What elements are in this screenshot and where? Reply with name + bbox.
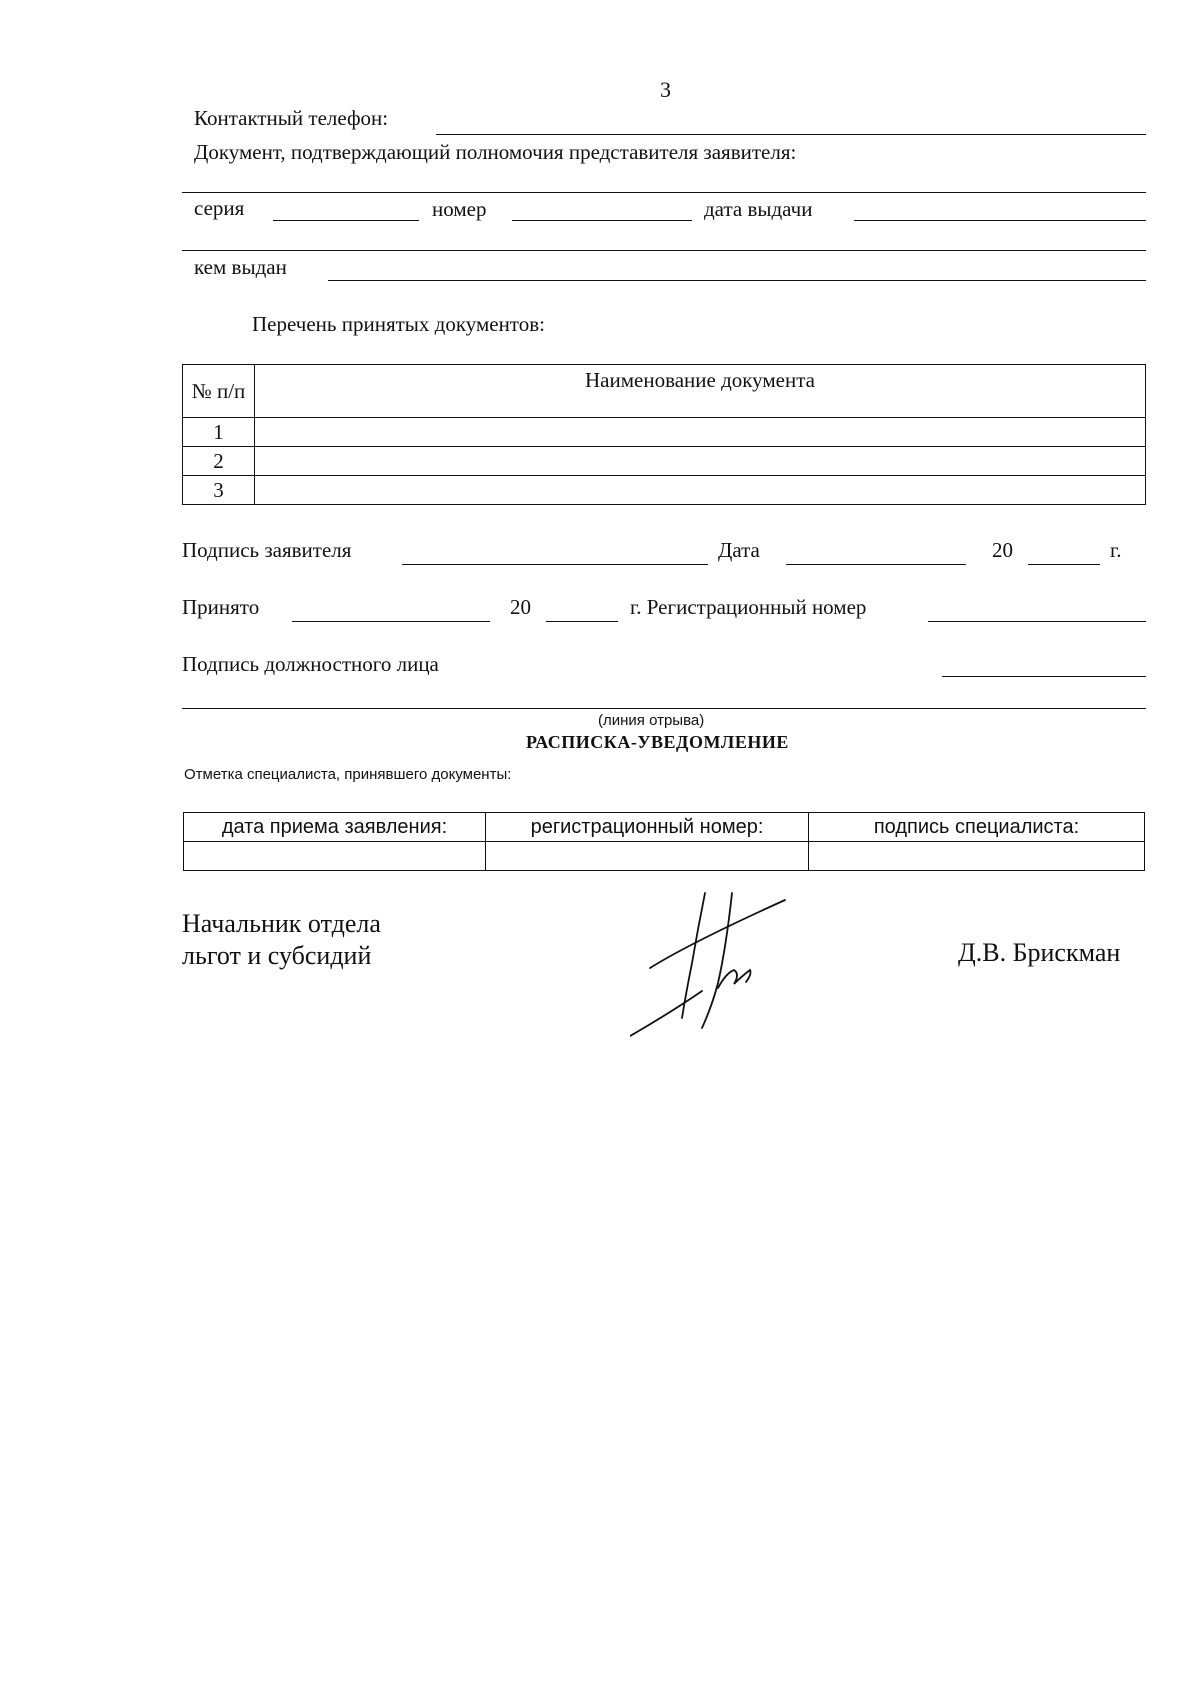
official-signature-field[interactable]	[942, 676, 1146, 677]
contact-phone-label: Контактный телефон:	[194, 106, 389, 130]
row-name[interactable]	[255, 447, 1146, 476]
receipt-header-date: дата приема заявления:	[184, 813, 486, 842]
issued-by-label: кем выдан	[194, 255, 287, 279]
issued-by-field[interactable]	[328, 280, 1146, 281]
row-name[interactable]	[255, 476, 1146, 505]
accepted-docs-table	[182, 364, 1146, 505]
tear-line-label: (линия отрыва)	[598, 712, 705, 729]
receipt-value-row	[184, 842, 1145, 871]
applicant-date-label: Дата	[718, 538, 760, 562]
divider-line	[182, 250, 1146, 251]
applicant-signature-field[interactable]	[402, 564, 708, 565]
accepted-year-prefix: 20	[510, 595, 531, 619]
series-label: серия	[194, 196, 245, 220]
receipt-header-regnum: регистрационный номер:	[486, 813, 809, 842]
applicant-signature-label: Подпись заявителя	[182, 538, 352, 562]
tear-line	[182, 708, 1146, 709]
handwritten-signature	[630, 888, 790, 1038]
row-num: 3	[183, 476, 255, 505]
col-num-header: № п/п	[183, 365, 255, 418]
receipt-header-row	[184, 813, 1145, 842]
applicant-year-prefix: 20	[992, 538, 1013, 562]
series-field[interactable]	[273, 220, 419, 221]
authority-doc-label: Документ, подтверждающий полномочия представителя заявителя:	[194, 140, 797, 164]
issue-date-field[interactable]	[854, 220, 1146, 221]
applicant-year-suffix: г.	[1110, 538, 1122, 562]
receipt-signature-cell[interactable]	[809, 842, 1145, 871]
receipt-date-cell[interactable]	[184, 842, 486, 871]
signatory-position-line1: Начальник отдела	[182, 909, 381, 938]
receipt-title: РАСПИСКА-УВЕДОМЛЕНИЕ	[526, 732, 789, 752]
signatory-position-line2: льгот и субсидий	[182, 941, 372, 970]
accepted-year-field[interactable]	[546, 621, 618, 622]
row-num: 2	[183, 447, 255, 476]
table-row	[183, 476, 1146, 505]
receipt-note: Отметка специалиста, принявшего документы:	[184, 766, 512, 783]
row-num: 1	[183, 418, 255, 447]
contact-phone-field[interactable]	[436, 134, 1146, 135]
table-header-row	[183, 365, 1146, 418]
number-label: номер	[432, 197, 487, 221]
page-number: 3	[660, 77, 671, 102]
accepted-docs-title: Перечень принятых документов:	[252, 312, 545, 336]
table-row	[183, 418, 1146, 447]
accepted-reg-label: г. Регистрационный номер	[630, 595, 867, 619]
signatory-name: Д.В. Брискман	[958, 938, 1121, 967]
issue-date-label: дата выдачи	[704, 197, 813, 221]
applicant-date-field[interactable]	[786, 564, 966, 565]
receipt-regnum-cell[interactable]	[486, 842, 809, 871]
applicant-year-field[interactable]	[1028, 564, 1100, 565]
official-signature-label: Подпись должностного лица	[182, 652, 439, 676]
table-row	[183, 447, 1146, 476]
col-name-header: Наименование документа	[255, 365, 1146, 418]
receipt-header-signature: подпись специалиста:	[809, 813, 1145, 842]
receipt-table	[183, 812, 1145, 871]
accepted-reg-field[interactable]	[928, 621, 1146, 622]
accepted-date-field[interactable]	[292, 621, 490, 622]
row-name[interactable]	[255, 418, 1146, 447]
authority-doc-line	[182, 192, 1146, 193]
number-field[interactable]	[512, 220, 692, 221]
accepted-label: Принято	[182, 595, 260, 619]
